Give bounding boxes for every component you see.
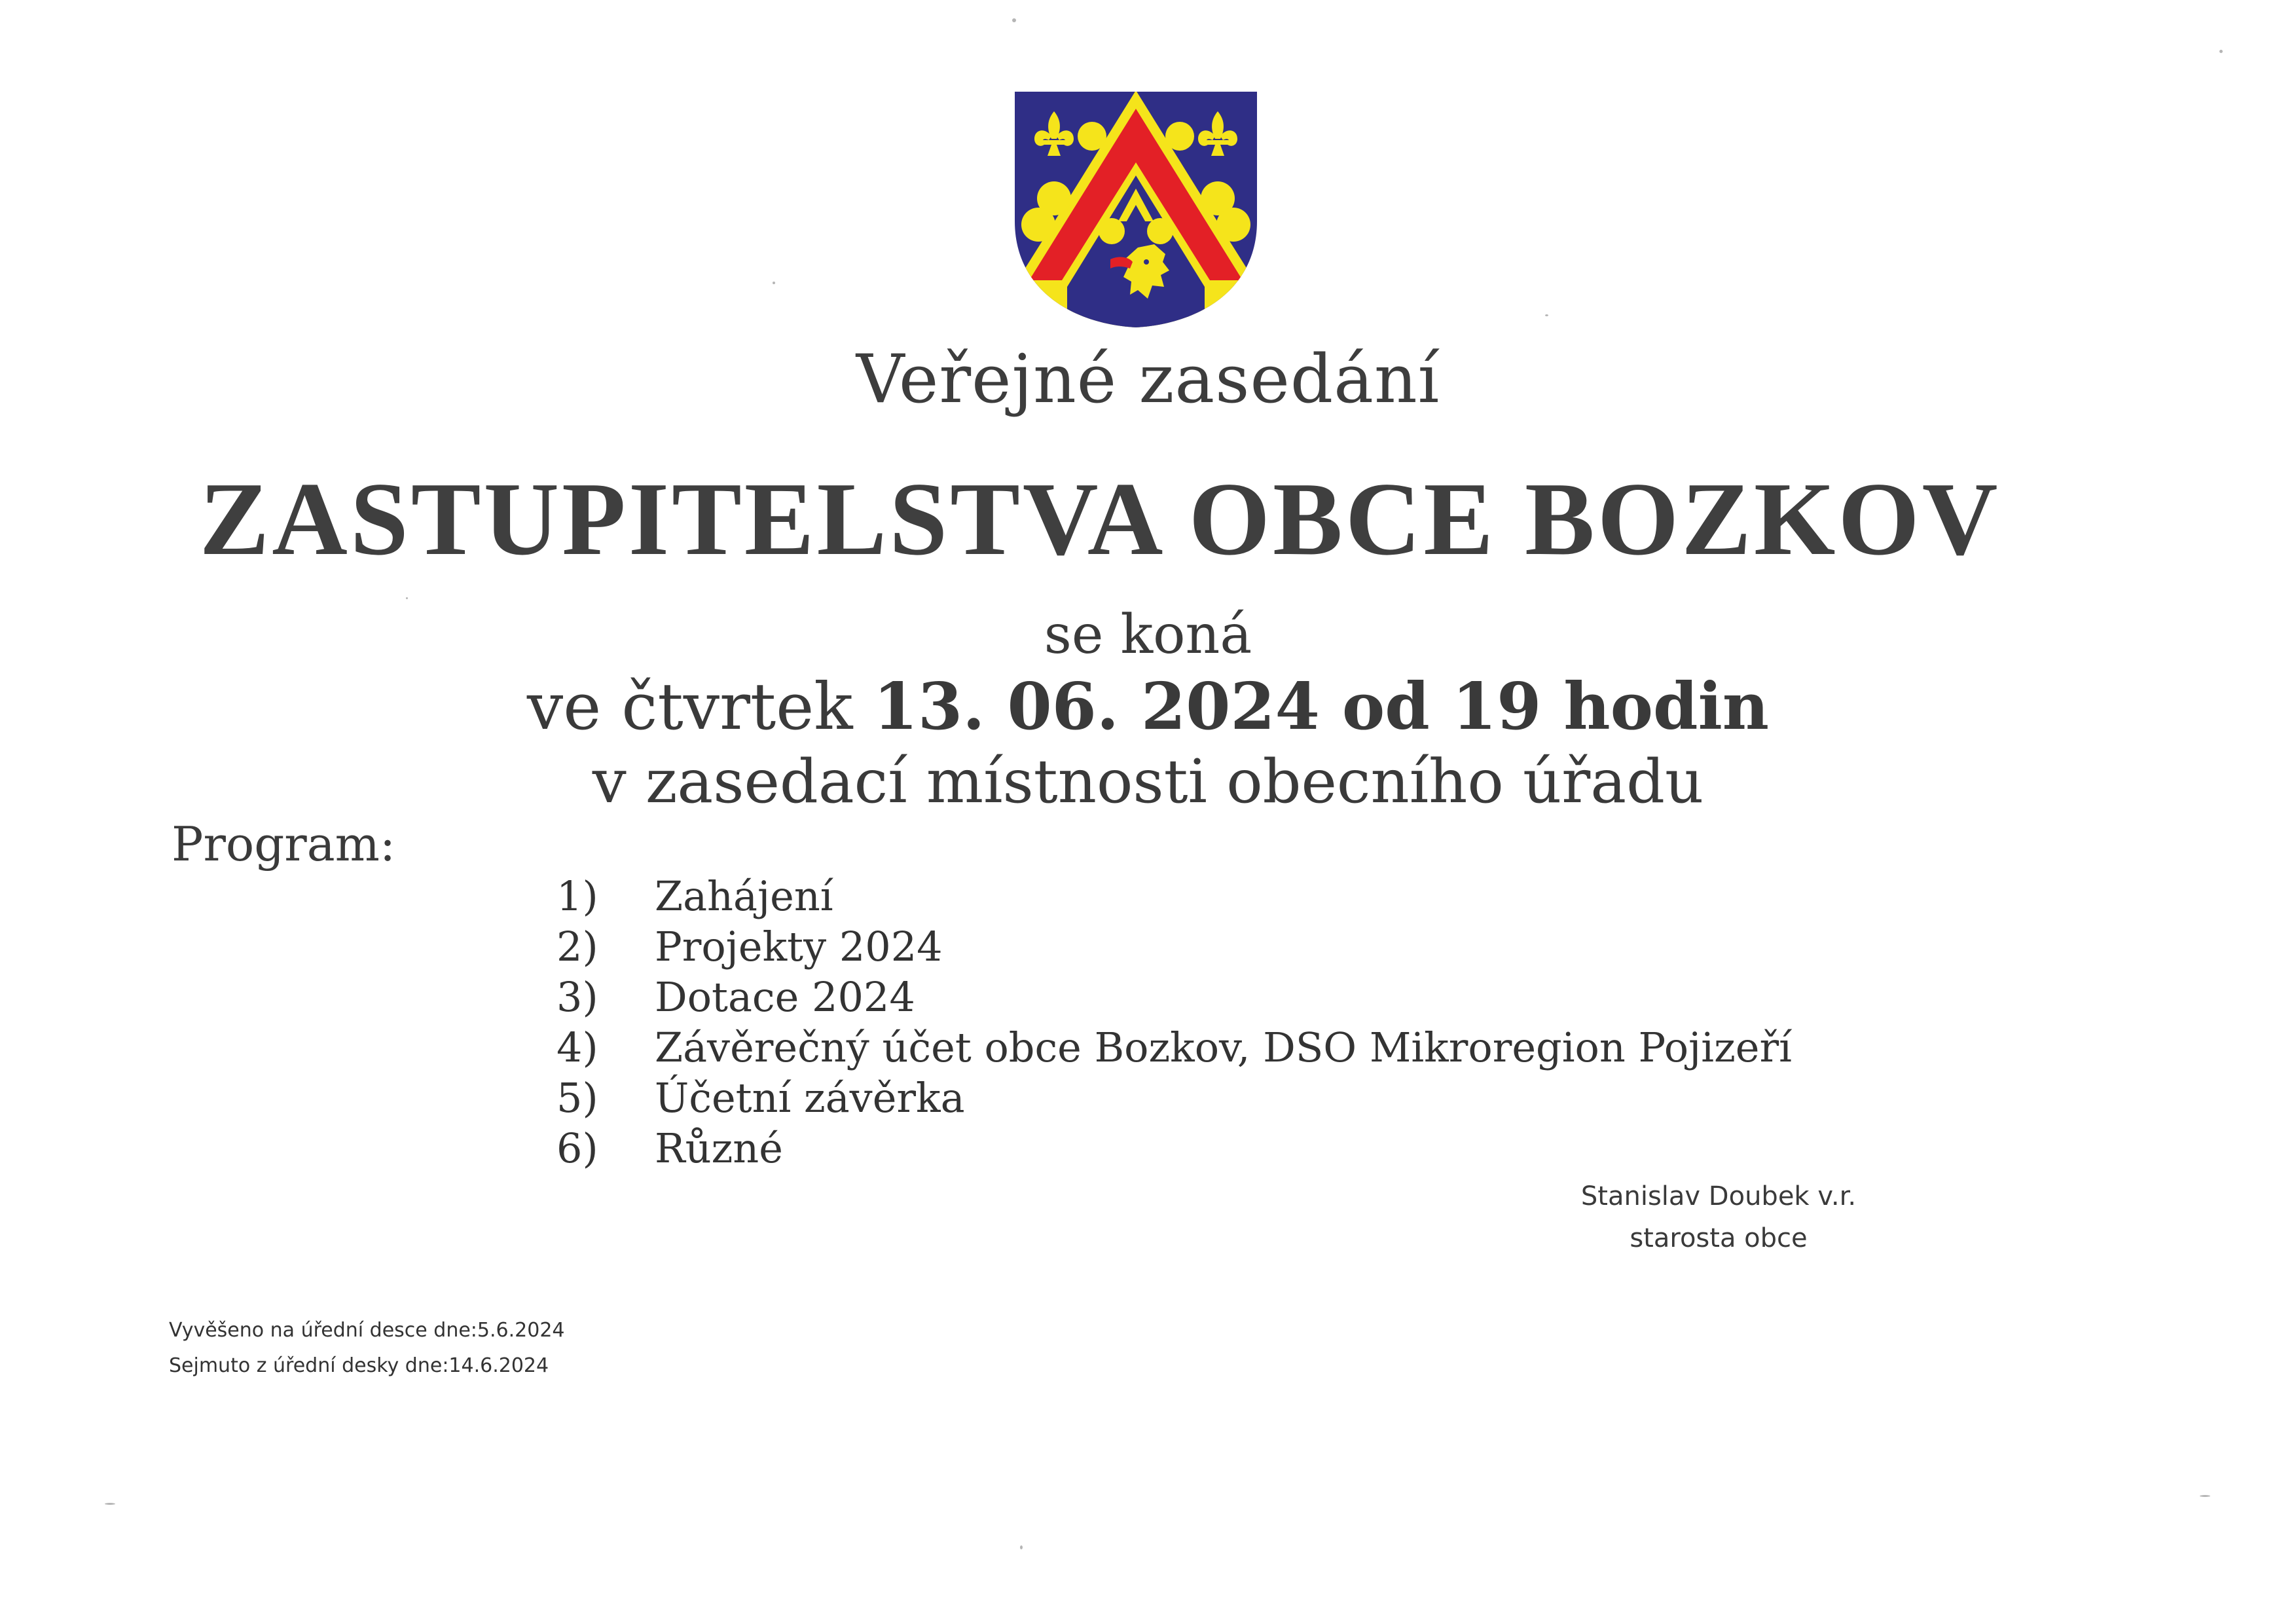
program-list: [556, 871, 1792, 1173]
program-item-number: 4): [556, 1024, 598, 1071]
program-item-number: 5): [556, 1074, 598, 1122]
page-title: ZASTUPITELSTVA OBCE BOZKOV: [199, 460, 2001, 577]
removed-date: Sejmuto z úřední desky dne:14.6.2024: [169, 1354, 549, 1377]
program-item-text: Účetní závěrka: [655, 1074, 965, 1122]
posted-date: Vyvěšeno na úřední desce dne:5.6.2024: [169, 1319, 565, 1342]
program-item-text: Zahájení: [655, 872, 833, 920]
signatory-name: Stanislav Doubek v.r.: [1580, 1181, 1857, 1211]
scan-speck: [2219, 50, 2223, 53]
program-item-number: 3): [556, 973, 598, 1021]
program-item-number: 6): [556, 1124, 598, 1172]
program-item-text: Projekty 2024: [655, 923, 943, 970]
program-item: [556, 1123, 1792, 1173]
program-item-number: 1): [556, 872, 598, 920]
program-item: [556, 1022, 1792, 1073]
program-item-text: Různé: [655, 1124, 783, 1172]
notice-se-kona: se koná: [1044, 604, 1252, 666]
program-item-text: Dotace 2024: [655, 973, 915, 1021]
meeting-date-time: 13. 06. 2024 od 19 hodin: [873, 669, 1770, 745]
program-item: [556, 871, 1792, 921]
meeting-place: v zasedací místnosti obecního úřadu: [592, 747, 1704, 817]
signatory-role: starosta obce: [1630, 1223, 1808, 1253]
program-item-number: 2): [556, 923, 598, 970]
scan-speck: [773, 282, 775, 284]
scan-speck: [105, 1503, 115, 1505]
municipal-coat-of-arms-icon: [1013, 90, 1258, 329]
program-item: [556, 972, 1792, 1022]
scan-speck: [1012, 18, 1016, 22]
meeting-date-prefix: ve čtvrtek: [526, 670, 873, 745]
signature-block: [1539, 1175, 1899, 1259]
program-label: Program:: [172, 817, 396, 872]
scan-speck: [406, 597, 408, 599]
program-item: [556, 1073, 1792, 1123]
program-item: [556, 921, 1792, 972]
posting-info: [169, 1313, 565, 1384]
notice-subtitle: Veřejné zasedání: [856, 341, 1440, 418]
program-item-text: Závěrečný účet obce Bozkov, DSO Mikroregion Pojizeří: [655, 1024, 1792, 1071]
scan-speck: [1545, 314, 1548, 316]
scan-speck: [2200, 1495, 2210, 1497]
scan-speck: [1020, 1545, 1023, 1549]
meeting-date-line: [0, 669, 2296, 745]
